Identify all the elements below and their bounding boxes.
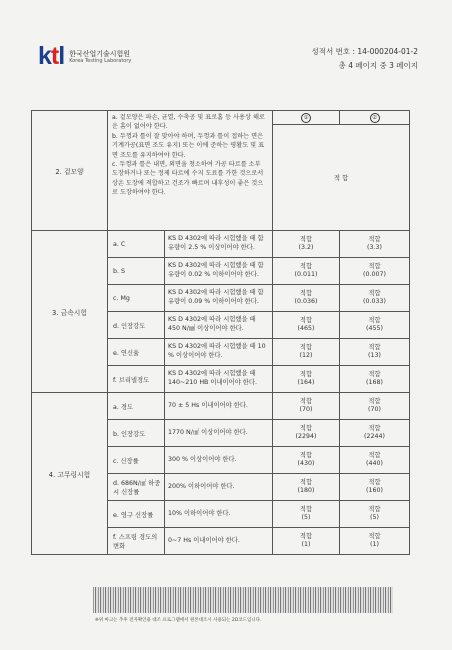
rubber-criteria: 200% 이하이어야 한다. xyxy=(165,474,273,501)
metal-result-1: 적합 (0.036) xyxy=(273,285,340,312)
ktl-logo xyxy=(38,42,131,71)
rubber-item: c. 신장률 xyxy=(108,447,165,474)
appearance-category: 2. 겉모양 xyxy=(32,111,108,231)
rubber-result-1: 적합 (2294) xyxy=(273,420,340,447)
metal-criteria: KS D 4302에 따라 시험했을 때 10 % 이상이어야 한다. xyxy=(165,339,273,366)
metal-criteria: KS D 4302에 따라 시험했을 때 함유량이 0.09 % 이하이어야 한다. xyxy=(165,285,273,312)
metal-criteria: KS D 4302에 따라 시험했을 때 140~210 HB 이내이어야 한다. xyxy=(165,366,273,393)
rubber-item: a. 경도 xyxy=(108,393,165,420)
metal-result-1: 적합 (0.011) xyxy=(273,258,340,285)
metal-item: c. Mg xyxy=(108,285,165,312)
rubber-criteria: 1770 N/㎠ 이상이어야 한다. xyxy=(165,420,273,447)
ktl-logo-mark: ktl xyxy=(38,42,65,70)
rubber-result-2: 적합 (440) xyxy=(340,447,410,474)
metal-result-1: 적합 (465) xyxy=(273,312,340,339)
rubber-result-1: 적합 (70) xyxy=(273,393,340,420)
metal-category: 3. 금속시험 xyxy=(32,231,108,393)
page-indicator: 총 4 페이지 중 3 페이지 xyxy=(338,61,418,70)
rubber-result-2: 적합 (70) xyxy=(340,393,410,420)
org-name-english: Korea Testing Laboratory xyxy=(69,57,132,64)
metal-item: e. 연신율 xyxy=(108,339,165,366)
rubber-result-2: 적합 (2244) xyxy=(340,420,410,447)
rubber-criteria: 70 ± 5 Hs 이내이어야 한다. xyxy=(165,393,273,420)
rubber-category: 4. 고무링시험 xyxy=(32,393,108,555)
metal-criteria: KS D 4302에 따라 시험했을 때 450 N/㎟ 이상이어야 한다. xyxy=(165,312,273,339)
rubber-result-1: 적합 (430) xyxy=(273,447,340,474)
verification-2d-code xyxy=(93,587,393,613)
rubber-criteria: 10% 이하이어야 한다. xyxy=(165,501,273,528)
metal-result-2: 적합 (455) xyxy=(340,312,410,339)
test-results-table xyxy=(31,110,410,555)
rubber-criteria: 300 % 이상이어야 한다. xyxy=(165,447,273,474)
rubber-item: d. 686N/㎠ 하중시 신장률 xyxy=(108,474,165,501)
table-row xyxy=(32,231,410,258)
sample-1-header: ① xyxy=(273,111,340,125)
metal-result-2: 적합 (0.007) xyxy=(340,258,410,285)
metal-result-2: 적합 (13) xyxy=(340,339,410,366)
rubber-result-1: 적합 (5) xyxy=(273,501,340,528)
rubber-result-2: 적합 (160) xyxy=(340,474,410,501)
metal-criteria: KS D 4302에 따라 시험했을 때 함유량이 0.02 % 이하이어야 한다. xyxy=(165,258,273,285)
metal-criteria: KS D 4302에 따라 시험했을 때 함유량이 2.5 % 이상이어야 한다. xyxy=(165,231,273,258)
metal-item: a. C xyxy=(108,231,165,258)
org-name-korean: 한국산업기술시험원 xyxy=(69,49,131,58)
table-row xyxy=(32,111,410,125)
rubber-result-2: 적합 (5) xyxy=(340,501,410,528)
rubber-item: f. 스프링 경도의 변화 xyxy=(108,528,165,555)
rubber-item: e. 영구 신장률 xyxy=(108,501,165,528)
metal-result-1: 적합 (164) xyxy=(273,366,340,393)
metal-item: f. 브리넬경도 xyxy=(108,366,165,393)
metal-result-1: 적합 (3.2) xyxy=(273,231,340,258)
footer-note: ※위 마크는 추후 전자확인용 대조 프로그램에서 원본대조시 사용되는 2D코드입니다. xyxy=(95,618,262,623)
metal-result-2: 적합 (168) xyxy=(340,366,410,393)
appearance-result: 적 합 xyxy=(273,125,410,231)
metal-item: b. S xyxy=(108,258,165,285)
rubber-result-1: 적합 (180) xyxy=(273,474,340,501)
rubber-result-2: 적합 (1) xyxy=(340,528,410,555)
metal-result-2: 적합 (0.033) xyxy=(340,285,410,312)
metal-result-1: 적합 (12) xyxy=(273,339,340,366)
rubber-result-1: 적합 (1) xyxy=(273,528,340,555)
metal-result-2: 적합 (3.3) xyxy=(340,231,410,258)
rubber-item: b. 인장강도 xyxy=(108,420,165,447)
certificate-number: 성적서 번호 : 14-000204-01-2 xyxy=(311,47,418,56)
appearance-criteria: a. 겉모양은 파손, 균열, 수축공 및 표로홈 등 사용상 해로운 흠이 없어야 한다. b. 두껑과 틀이 잘 맞아야 하며, 두껑과 틀이 접하는 면은 기계가공(표면 조도 유지) 또는 이에 준하는 평활도 및 표면 조도를 유지하여야 한다. c. 두껑과 틀은 내면, 외면을 청소하여 가공 타르를 소부 도장하거나 또는 정제 타르에 수지 도료를 가한 것으로서 상온 도장에 적합하고 건조가 빠르며 내후성이 좋은 것으로 도장하여야 한다. xyxy=(108,111,273,231)
rubber-criteria: 0~7 Hs 이내이어야 한다. xyxy=(165,528,273,555)
table-row xyxy=(32,393,410,420)
sample-2-header: ② xyxy=(340,111,410,125)
metal-item: d. 인장강도 xyxy=(108,312,165,339)
